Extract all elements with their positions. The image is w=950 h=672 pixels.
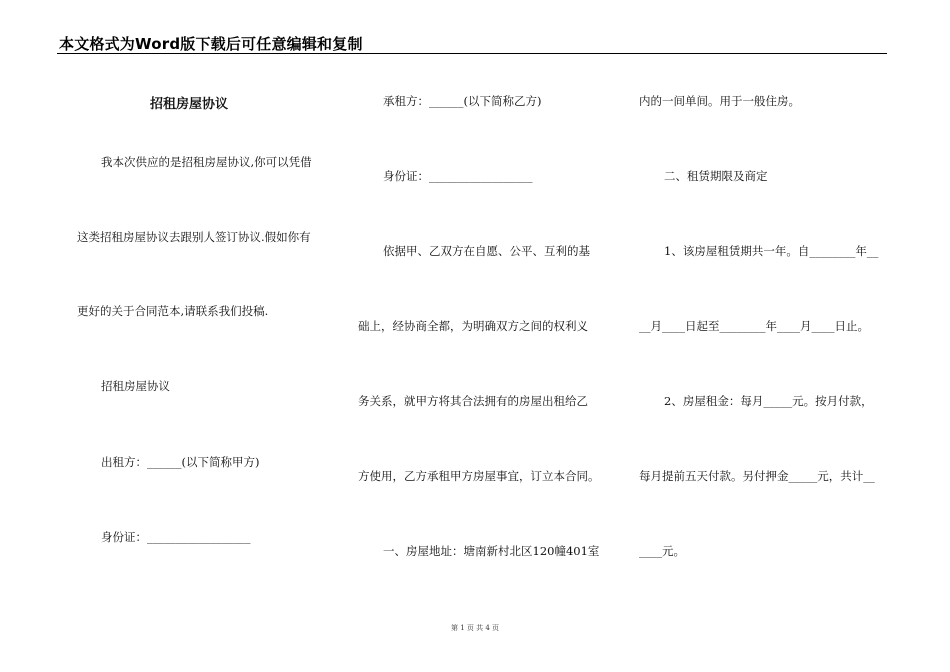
- paragraph-line: 这类招租房屋协议去跟别人签订协议.假如你有: [77, 230, 311, 244]
- paragraph-line: 更好的关于合同范本,请联系我们投稿.: [77, 304, 269, 318]
- clause-term: 1、该房屋租赁期共一年。自________年__: [664, 244, 879, 258]
- paragraph-line: 依据甲、乙双方在自愿、公平、互利的基: [383, 244, 590, 258]
- clause-address: 一、房屋地址：塘南新村北区120幢401室: [383, 544, 600, 558]
- header-divider: [57, 53, 887, 54]
- paragraph-line: 础上，经协商全都，为明确双方之间的权利义: [358, 319, 588, 333]
- lessee-id-field: 身份证：__________________: [383, 169, 533, 183]
- paragraph-line: ____元。: [639, 544, 685, 558]
- paragraph-line: 内的一间单间。用于一般住房。: [639, 94, 800, 108]
- document-header: 本文格式为Word版下载后可任意编辑和复制: [59, 35, 363, 53]
- lessor-field: 出租方：______(以下简称甲方): [101, 455, 260, 469]
- clause-rent: 2、房屋租金：每月_____元。按月付款，: [664, 394, 873, 408]
- section-heading: 招租房屋协议: [101, 379, 170, 393]
- document-title: 招租房屋协议: [150, 97, 229, 112]
- paragraph-line: 务关系，就甲方将其合法拥有的房屋出租给乙: [358, 394, 588, 408]
- section-heading: 二、租赁期限及商定: [664, 169, 768, 183]
- page-number: 第 1 页 共 4 页: [450, 624, 500, 632]
- paragraph-line: 每月提前五天付款。另付押金_____元，共计__: [639, 469, 875, 483]
- paragraph-line: 方使用，乙方承租甲方房屋事宜，订立本合同。: [358, 469, 600, 483]
- lessee-field: 承租方：______(以下简称乙方): [383, 94, 542, 108]
- paragraph-line: 我本次供应的是招租房屋协议,你可以凭借: [101, 155, 312, 169]
- paragraph-line: __月____日起至________年____月____日止。: [639, 319, 869, 333]
- lessor-id-field: 身份证：__________________: [101, 530, 251, 544]
